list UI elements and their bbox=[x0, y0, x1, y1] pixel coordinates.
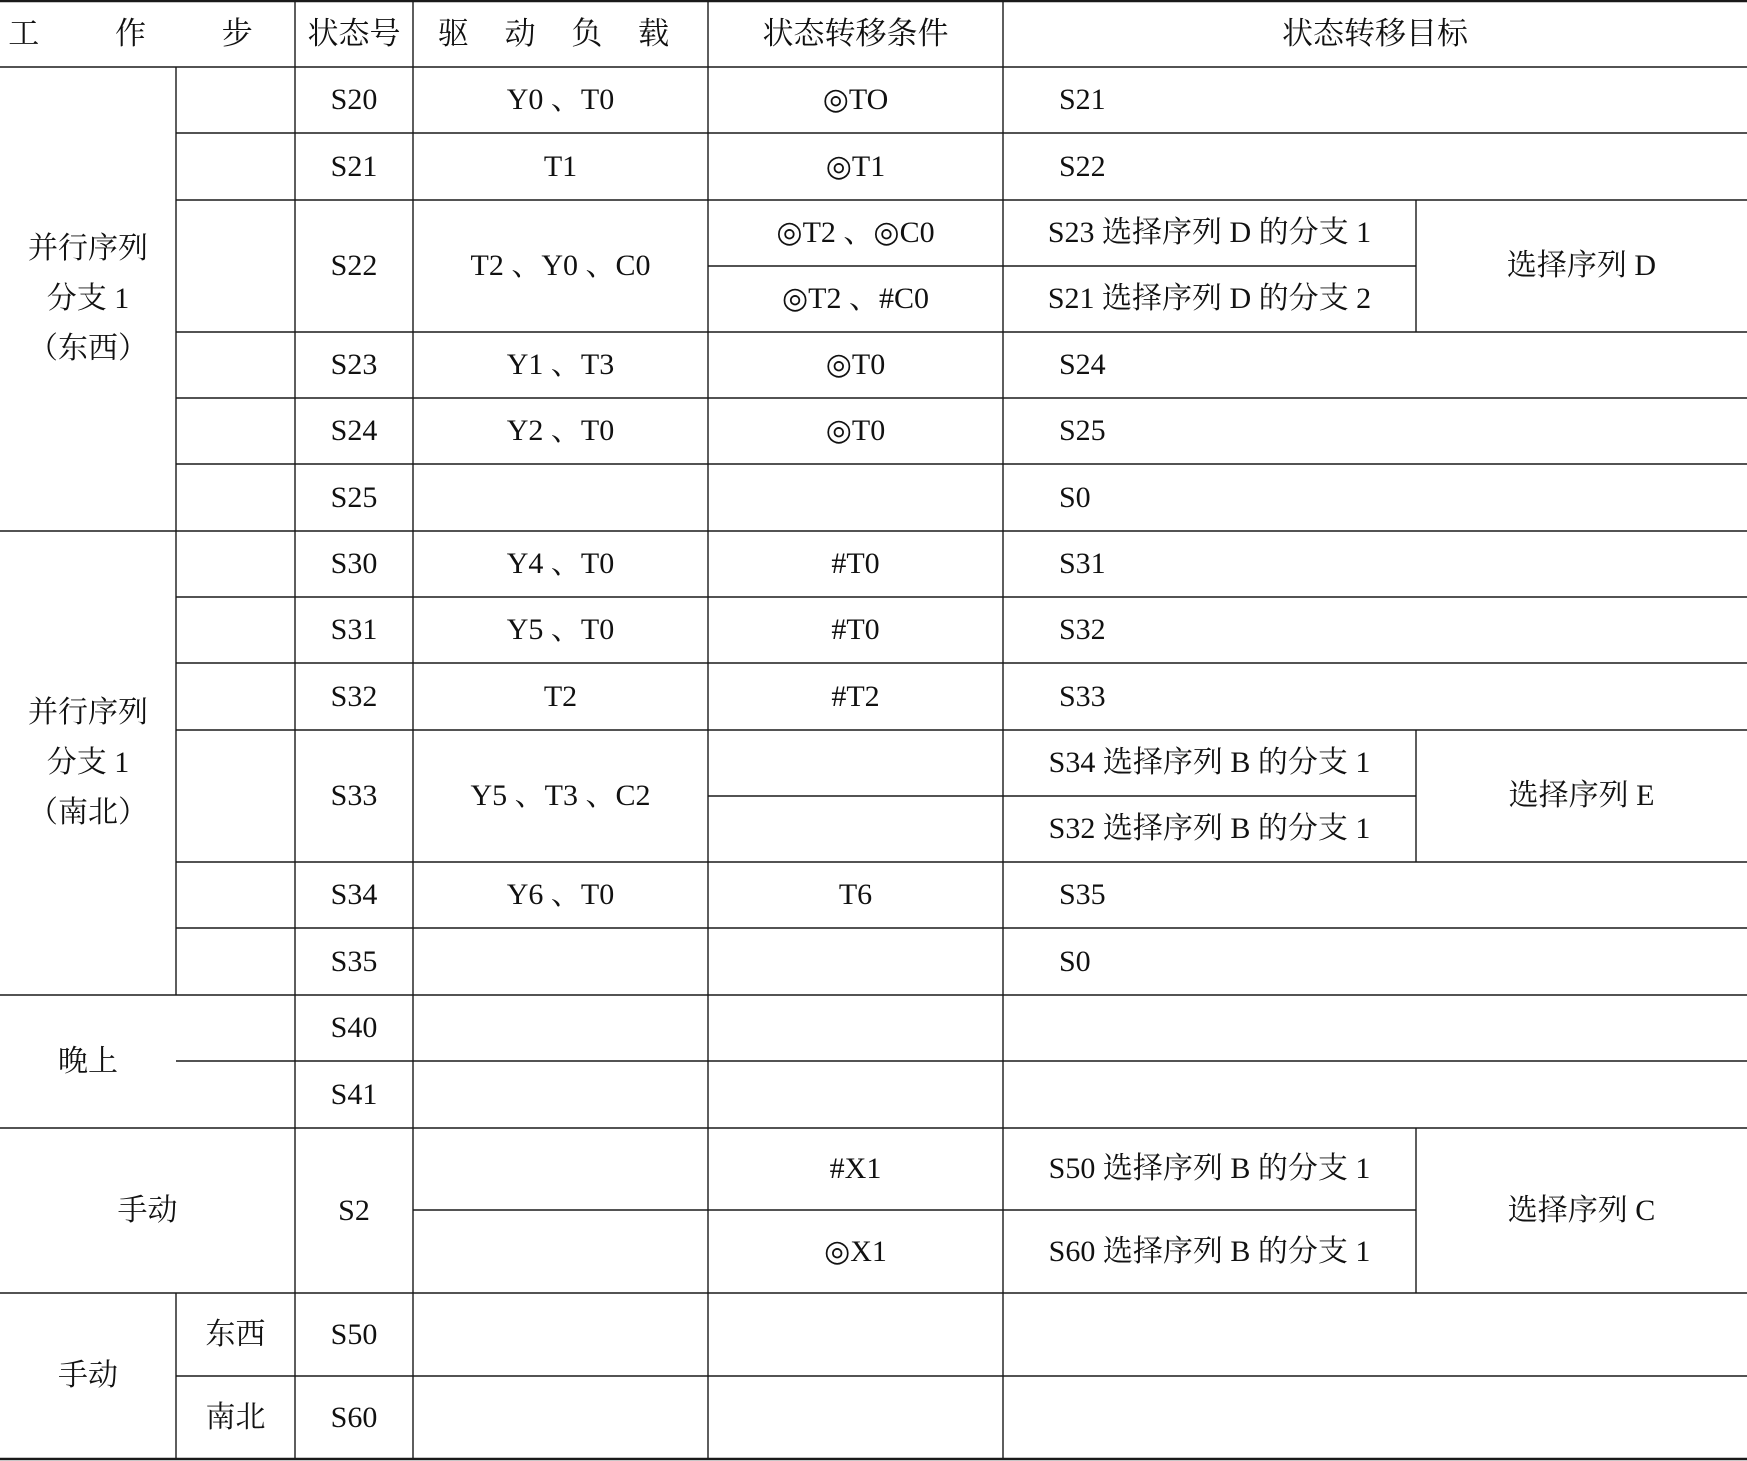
table-cell-drive: T2 bbox=[543, 679, 578, 713]
table-cell-condition: #T0 bbox=[831, 547, 880, 580]
table-cell-target: S35 bbox=[1059, 878, 1106, 911]
table-cell-condition: ◎TO bbox=[822, 83, 889, 116]
table-cell-drive bbox=[413, 464, 708, 531]
table-cell-state: S50 bbox=[330, 1317, 378, 1351]
table-cell-state: S2 bbox=[338, 1193, 370, 1227]
table-cell-target: S33 bbox=[1059, 679, 1106, 713]
table-cell-state: S20 bbox=[330, 83, 378, 116]
table-cell-condition: ◎X1 bbox=[824, 1234, 887, 1268]
table-cell-drive: T2 、Y0 、C0 bbox=[470, 249, 651, 282]
header-transfer-condition: 状态转移条件 bbox=[762, 16, 949, 51]
table-cell-target: S0 bbox=[1059, 944, 1091, 978]
table-cell-condition: ◎T0 bbox=[825, 414, 886, 447]
table-cell-drive bbox=[413, 928, 708, 995]
table-cell-drive bbox=[413, 1376, 708, 1459]
table-cell-condition: ◎T0 bbox=[825, 348, 886, 381]
group-label-manual-s2: 手动 bbox=[117, 1193, 178, 1227]
group-label-south-north: 并行序列 分支 1 （南北） bbox=[28, 696, 148, 829]
table-cell-drive: T1 bbox=[543, 149, 578, 183]
table-cell-state: S41 bbox=[330, 1077, 378, 1111]
table-cell-condition: #T0 bbox=[831, 613, 880, 646]
table-cell-state: S21 bbox=[330, 149, 378, 183]
group-label-east-west: 并行序列 分支 1 （东西） bbox=[28, 232, 148, 365]
table-cell-condition: #X1 bbox=[829, 1152, 882, 1185]
table-cell-target: S50 选择序列 B 的分支 1 bbox=[1048, 1152, 1371, 1185]
table-cell-state: S60 bbox=[330, 1400, 378, 1434]
table-cell-state: S35 bbox=[330, 944, 378, 978]
table-cell-state: S33 bbox=[330, 779, 378, 812]
header-transfer-target: 状态转移目标 bbox=[1282, 16, 1468, 51]
table-cell-target: S23 选择序列 D 的分支 1 bbox=[1047, 216, 1372, 249]
table-cell-drive: Y6 、T0 bbox=[506, 878, 615, 911]
table-cell-target: S34 选择序列 B 的分支 1 bbox=[1048, 746, 1371, 779]
selector-label-c: 选择序列 C bbox=[1507, 1193, 1656, 1227]
table-cell-target bbox=[1003, 1293, 1747, 1376]
sub-label-east-west: 东西 bbox=[205, 1317, 266, 1351]
table-cell-drive: Y5 、T0 bbox=[506, 613, 615, 646]
table-cell-condition bbox=[708, 796, 1003, 862]
table-cell-drive: Y2 、T0 bbox=[506, 414, 615, 447]
table-cell-drive: Y0 、T0 bbox=[506, 83, 615, 116]
table-cell-state: S23 bbox=[330, 348, 378, 381]
table-cell-target: S21 选择序列 D 的分支 2 bbox=[1047, 282, 1372, 315]
header-state-no: 状态号 bbox=[307, 16, 401, 51]
table-cell-target: S32 选择序列 B 的分支 1 bbox=[1048, 812, 1371, 845]
sub-label-south-north: 南北 bbox=[205, 1400, 266, 1434]
table-cell-target: S60 选择序列 B 的分支 1 bbox=[1048, 1234, 1371, 1268]
header-drive-load: 驱 动 负 载 bbox=[437, 16, 684, 51]
table-cell-state: S25 bbox=[330, 480, 378, 514]
table-cell-target: S0 bbox=[1059, 480, 1091, 514]
table-cell-condition bbox=[708, 1293, 1003, 1376]
table-cell-state: S31 bbox=[330, 613, 378, 646]
table-cell-condition bbox=[708, 1061, 1003, 1128]
table-cell-target: S22 bbox=[1059, 149, 1106, 183]
table-cell-condition bbox=[708, 730, 1003, 796]
selector-label-d: 选择序列 D bbox=[1506, 249, 1657, 282]
table-cell-condition: T6 bbox=[838, 878, 873, 911]
table-cell-target: S24 bbox=[1059, 348, 1106, 381]
selector-label-e: 选择序列 E bbox=[1508, 779, 1655, 812]
table-cell-state: S22 bbox=[330, 249, 378, 282]
table-cell-condition bbox=[708, 995, 1003, 1061]
table-cell-condition: ◎T1 bbox=[825, 149, 886, 183]
table-cell-state: S30 bbox=[330, 547, 378, 580]
table-cell-drive: Y5 、T3 、C2 bbox=[470, 779, 651, 812]
table-cell-target bbox=[1003, 1376, 1747, 1459]
table-cell-state: S40 bbox=[330, 1011, 378, 1044]
header-step: 工 作 步 bbox=[8, 16, 287, 51]
table-cell-state: S24 bbox=[330, 414, 378, 447]
table-cell-drive bbox=[413, 995, 708, 1061]
table-cell-condition: #T2 bbox=[831, 679, 880, 713]
table-cell-condition bbox=[708, 1376, 1003, 1459]
table-cell-drive bbox=[413, 1293, 708, 1376]
table-cell-condition: ◎T2 、#C0 bbox=[781, 282, 929, 315]
table-cell-condition bbox=[708, 464, 1003, 531]
table-cell-target: S32 bbox=[1059, 613, 1106, 646]
table-cell-condition: ◎T2 、◎C0 bbox=[776, 216, 935, 249]
group-label-night: 晚上 bbox=[58, 1044, 118, 1078]
table-cell-drive: Y4 、T0 bbox=[506, 547, 615, 580]
table-cell-drive: Y1 、T3 bbox=[506, 348, 615, 381]
table-cell-target: S31 bbox=[1059, 547, 1106, 580]
table-cell-target: S25 bbox=[1059, 414, 1106, 447]
table-cell-target bbox=[1003, 1061, 1747, 1128]
table-cell-state: S32 bbox=[330, 679, 378, 713]
table-cell-condition bbox=[708, 928, 1003, 995]
table-cell-drive bbox=[413, 1061, 708, 1128]
group-label-manual: 手动 bbox=[58, 1359, 118, 1392]
table-cell-state: S34 bbox=[330, 878, 378, 911]
table-cell-target bbox=[1003, 995, 1747, 1061]
table-cell-target: S21 bbox=[1059, 83, 1106, 116]
